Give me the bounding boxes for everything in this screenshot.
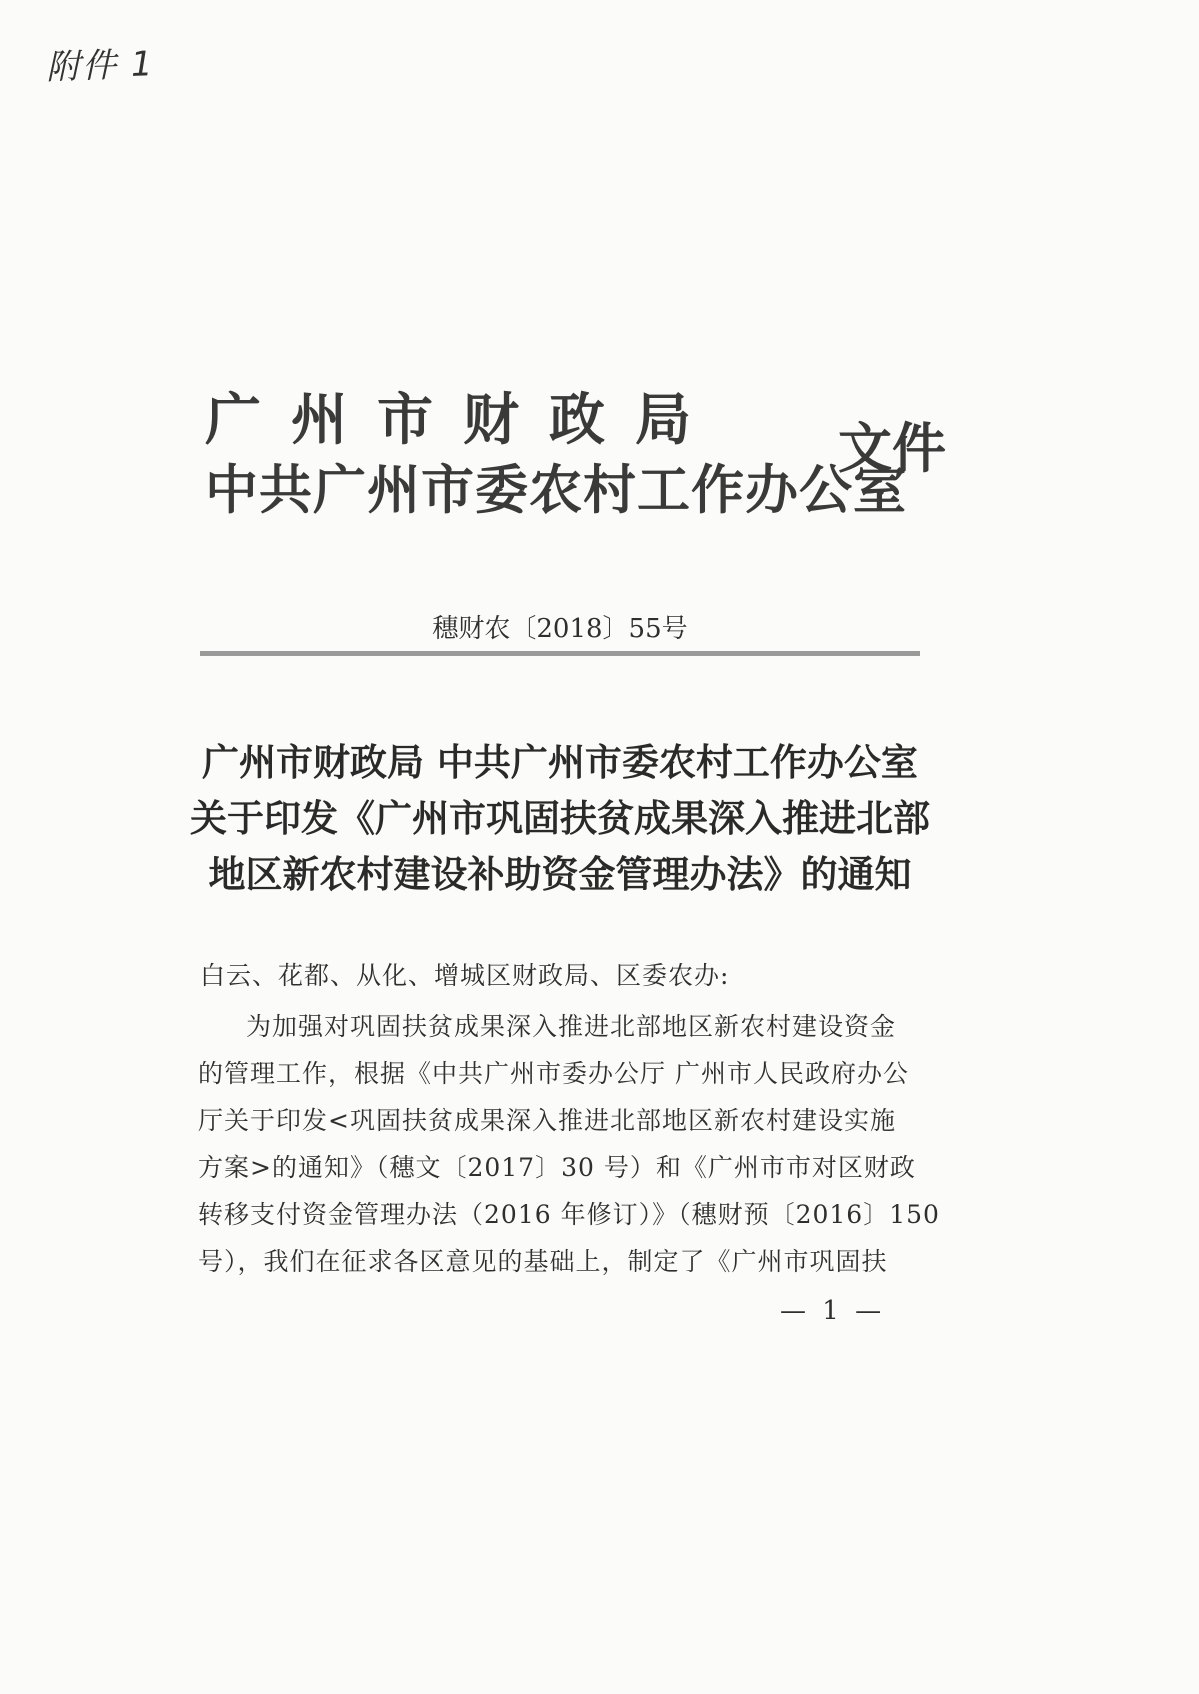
notice-title — [190, 735, 930, 903]
document-suffix: 文件 — [838, 417, 946, 480]
body-line: 的管理工作，根据《中共广州市委办公厅 广州市人民政府办公 — [198, 1059, 909, 1088]
title-line: 广州市财政局 中共广州市委农村工作办公室 — [202, 741, 918, 784]
body-paragraph — [198, 1003, 940, 1285]
body-line: 为加强对巩固扶贫成果深入推进北部地区新农村建设资金 — [246, 1012, 897, 1041]
title-line: 地区新农村建设补助资金管理办法》的通知 — [208, 853, 912, 896]
page-number: — 1 — — [780, 1296, 886, 1326]
body-line: 方案>的通知》（穗文〔2017〕30 号）和《广州市市对区财政 — [198, 1153, 916, 1182]
issuing-org-line-1: 广州市财政局 — [205, 388, 721, 453]
issuing-org-line-2: 中共广州市委农村工作办公室 — [205, 460, 907, 521]
title-line: 关于印发《广州市巩固扶贫成果深入推进北部 — [190, 797, 930, 840]
body-line: 厅关于印发<巩固扶贫成果深入推进北部地区新农村建设实施 — [198, 1106, 896, 1135]
handwritten-attachment-note: 附件 1 — [45, 44, 156, 88]
header-divider — [200, 651, 920, 656]
document-number: 穗财农〔2018〕55号 — [432, 614, 688, 644]
body-line: 号），我们在征求各区意见的基础上，制定了《广州市巩固扶 — [198, 1247, 888, 1276]
body-line: 转移支付资金管理办法（2016 年修订）》（穗财预〔2016〕150 — [198, 1200, 940, 1229]
addressee: 白云、花都、从化、增城区财政局、区委农办: — [200, 961, 730, 990]
